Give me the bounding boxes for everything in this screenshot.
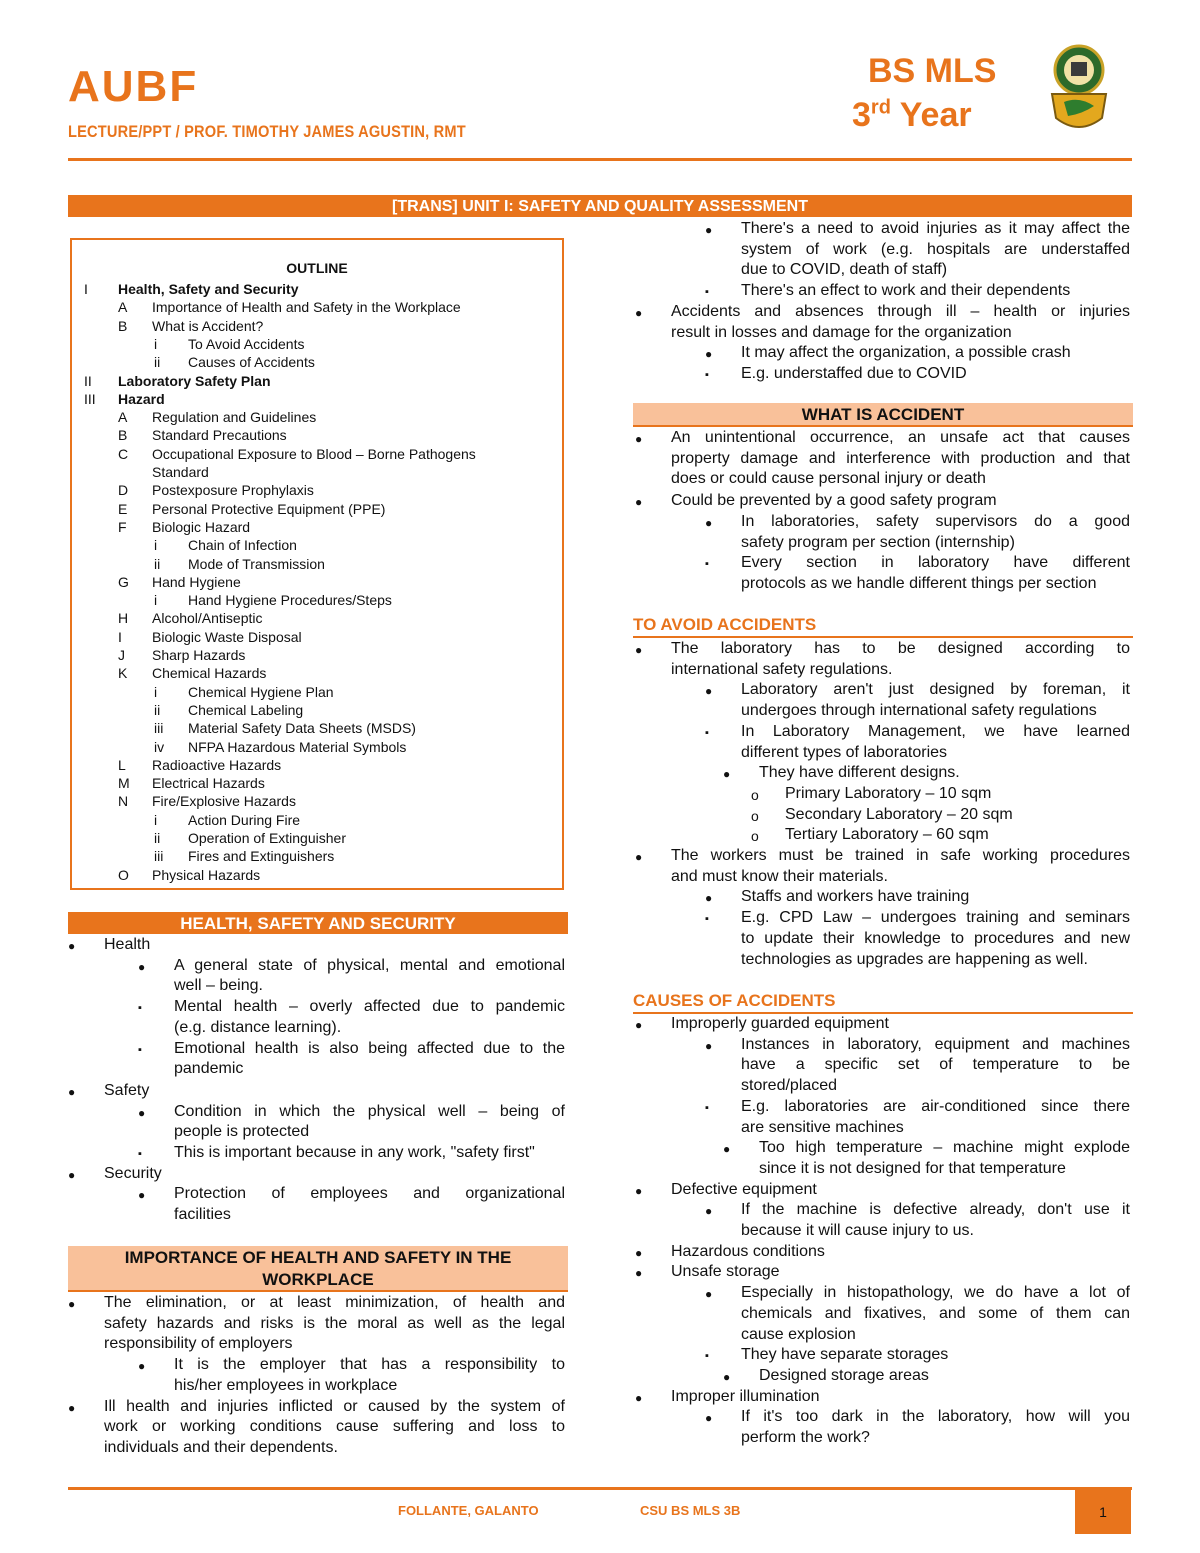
list-item-line: The laboratory has to be designed according to <box>671 640 1130 657</box>
list-item-line: This is important because in any work, "safety first" <box>174 1144 535 1161</box>
list-item-line: There's an effect to work and their dependents <box>741 282 1071 300</box>
outline-item-number: A <box>118 409 128 426</box>
lecture-info: LECTURE/PPT / PROF. TIMOTHY JAMES AGUSTIN, RMT <box>68 122 466 141</box>
bullet-icon: ● <box>705 1411 713 1426</box>
list-item-line: individuals and their dependents. <box>104 1438 338 1456</box>
outline-item-text: Sharp Hazards <box>152 647 246 663</box>
list-item-line: Protection of employees and organizational <box>174 1185 565 1203</box>
bullet-icon: ● <box>635 1245 643 1260</box>
bullet-icon: ● <box>68 1297 76 1311</box>
list-item-line: Laboratory aren't just designed by foreman, it <box>741 681 1130 699</box>
list-item-line: due to COVID, death of staff) <box>741 261 948 279</box>
list-item-line: Condition in which the physical well – being of <box>174 1102 565 1120</box>
outline-item-text: Action During Fire <box>188 811 301 828</box>
outline-item-text: Personal Protective Equipment (PPE) <box>152 500 386 517</box>
outline-item-number: M <box>118 775 130 792</box>
bullet-icon: ● <box>635 495 643 510</box>
circle-bullet-icon: o <box>751 828 759 845</box>
bullet-icon: ● <box>635 1390 643 1405</box>
outline-item-number: i <box>154 537 158 554</box>
list-item-line: result in losses and damage for the organization <box>671 323 1012 341</box>
list-item-line: It may affect the organization, a possible crash <box>741 344 1071 362</box>
list-item-line: Instances in laboratory, equipment and machines <box>741 1035 1130 1053</box>
list-item-line: There's a need to avoid injuries as it may affect the <box>741 220 1130 237</box>
square-bullet-icon: ▪ <box>138 1002 142 1015</box>
list-item-line: E.g. CPD Law – undergoes training and seminars <box>741 909 1130 927</box>
list-item-line: In Laboratory Management, we have learned <box>741 722 1130 740</box>
square-bullet-icon: ▪ <box>705 368 709 381</box>
bullet-icon: ● <box>68 1167 76 1182</box>
square-bullet-icon: ▪ <box>705 286 709 299</box>
outline-item-number: G <box>118 573 129 590</box>
outline-item-text: Postexposure Prophylaxis <box>152 482 314 499</box>
outline-item-number: F <box>118 518 127 535</box>
bullet-icon: ● <box>705 515 713 530</box>
outline-item-text: Chemical Labeling <box>188 701 304 718</box>
bullet-icon: ● <box>635 1266 643 1281</box>
list-item-line: protocols as we handle different things per section <box>741 574 1097 592</box>
list-item-line: Safety <box>104 1081 150 1099</box>
list-item-line: technologies as upgrades are happening as well. <box>741 950 1088 968</box>
outline-title: OUTLINE <box>286 260 348 276</box>
unit-banner: [TRANS] UNIT I: SAFETY AND QUALITY ASSESSMENT <box>68 195 1132 217</box>
outline-item-number: iii <box>154 848 164 865</box>
list-item-line: The workers must be trained in safe working procedures <box>671 847 1130 864</box>
bullet-icon: ● <box>723 1142 731 1157</box>
list-item-line: people is protected <box>174 1123 310 1141</box>
list-item-line: In laboratories, safety supervisors do a good <box>741 512 1130 530</box>
outline-item-text: Standard Precautions <box>152 427 287 444</box>
bullet-icon: ● <box>635 850 643 864</box>
program-name: BS MLS <box>868 52 997 90</box>
bullet-icon: ● <box>635 643 643 657</box>
outline-item-number: A <box>118 299 128 316</box>
square-bullet-icon: ▪ <box>705 558 709 571</box>
to-avoid-accidents-heading: TO AVOID ACCIDENTS <box>633 614 1133 638</box>
outline-item-number: i <box>154 811 158 828</box>
outline-item-text: NFPA Hazardous Material Symbols <box>188 738 407 755</box>
outline-item-number: H <box>118 610 129 627</box>
outline-item-text: Regulation and Guidelines <box>152 409 317 426</box>
outline-item-text: Health, Safety and Security <box>118 281 299 297</box>
list-item-line: Accidents and absences through ill – health or injuries <box>671 302 1130 320</box>
list-item-line: Improperly guarded equipment <box>671 1015 889 1032</box>
outline-item-number: II <box>84 372 92 389</box>
outline-item-number: I <box>118 628 122 645</box>
outline-item-number: B <box>118 317 128 334</box>
list-item-line: Designed storage areas <box>759 1366 929 1384</box>
list-item-line: Too high temperature – machine might explode <box>759 1139 1130 1157</box>
list-item-line: Primary Laboratory – 10 sqm <box>785 784 992 802</box>
square-bullet-icon: ▪ <box>705 1101 709 1114</box>
outline-item-text: Radioactive Hazards <box>152 756 282 773</box>
outline-item-text: Fires and Extinguishers <box>188 848 335 865</box>
list-item-line: The elimination, or at least minimization, of health and <box>104 1294 565 1311</box>
list-item-line: Could be prevented by a good safety program <box>671 492 997 510</box>
outline-item-number: D <box>118 482 129 499</box>
list-item-line: Hazardous conditions <box>671 1242 825 1260</box>
outline-item-text: Causes of Accidents <box>188 354 315 371</box>
bullet-icon: ● <box>138 1359 146 1374</box>
bullet-icon: ● <box>705 223 713 237</box>
university-seal-icon <box>1038 44 1120 136</box>
outline-item-text: Standard <box>152 464 209 480</box>
list-item-line: A general state of physical, mental and emotional <box>174 956 565 974</box>
outline-item-text: Laboratory Safety Plan <box>118 372 271 389</box>
list-item-line: Improper illumination <box>671 1387 820 1405</box>
list-item-line: (e.g. distance learning). <box>174 1018 342 1036</box>
list-item-line: have a specific set of temperature to be <box>741 1056 1130 1074</box>
footer-rule <box>68 1487 1132 1490</box>
bullet-icon: ● <box>635 1018 643 1032</box>
outline-item-number: i <box>154 592 158 609</box>
list-item-line: work or working conditions cause suffering and loss to <box>104 1418 565 1436</box>
list-item-line: are sensitive machines <box>741 1118 904 1136</box>
bullet-icon: ● <box>68 1084 76 1099</box>
bullet-icon: ● <box>705 1204 713 1219</box>
list-item-line: stored/placed <box>741 1077 838 1095</box>
outline-item-number: C <box>118 445 129 462</box>
health-safety-security-heading: HEALTH, SAFETY AND SECURITY <box>68 912 568 934</box>
list-item-line: does or could cause personal injury or death <box>671 470 986 488</box>
list-item-line: international safety regulations. <box>671 660 893 678</box>
outline-item-text: Chain of Infection <box>188 537 297 554</box>
bullet-icon: ● <box>723 1369 731 1384</box>
year-level: 3rd Year <box>852 96 972 134</box>
list-item-line: Every section in laboratory have different <box>741 554 1130 572</box>
outline-item-number: B <box>118 427 128 444</box>
list-item-line: his/her employees in workplace <box>174 1376 398 1394</box>
square-bullet-icon: ▪ <box>705 913 709 926</box>
list-item-line: different types of laboratories <box>741 743 948 761</box>
outline-item-number: III <box>84 390 96 407</box>
list-item-line: E.g. laboratories are air-conditioned since there <box>741 1097 1130 1115</box>
bullet-icon: ● <box>635 305 643 320</box>
outline-item-text: Biologic Waste Disposal <box>152 628 302 645</box>
outline-item-text: Hazard <box>118 390 165 407</box>
list-item-line: Mental health – overly affected due to pandemic <box>174 998 565 1016</box>
list-item-line: Health <box>104 936 151 953</box>
square-bullet-icon: ▪ <box>705 1350 709 1363</box>
list-item-line: E.g. understaffed due to COVID <box>741 364 967 382</box>
footer-authors: FOLLANTE, GALANTO <box>398 1503 539 1518</box>
outline-item-number: J <box>118 647 125 663</box>
circle-bullet-icon: o <box>751 786 759 803</box>
square-bullet-icon: ▪ <box>138 1043 142 1056</box>
outline-item-number: ii <box>154 555 161 572</box>
bullet-icon: ● <box>635 1183 643 1198</box>
list-item-line: because it will cause injury to us. <box>741 1222 974 1239</box>
outline-item-text: Electrical Hazards <box>152 775 265 792</box>
list-item-line: pandemic <box>174 1060 244 1078</box>
list-item-line: Ill health and injuries inflicted or caused by the system of <box>104 1397 565 1415</box>
outline-item-text: Importance of Health and Safety in the Workplace <box>152 299 461 316</box>
importance-heading: IMPORTANCE OF HEALTH AND SAFETY IN THE WORKPLACE <box>68 1246 568 1292</box>
list-item-line: Unsafe storage <box>671 1263 780 1281</box>
bullet-icon: ● <box>68 939 76 953</box>
outline-item-text: Mode of Transmission <box>188 555 325 572</box>
list-item-line: chemicals and fixatives, and some of them can <box>741 1304 1130 1322</box>
causes-of-accidents-heading: CAUSES OF ACCIDENTS <box>633 990 1133 1014</box>
outline-item-number: ii <box>154 354 161 371</box>
header-rule <box>68 158 1132 161</box>
list-item-line: perform the work? <box>741 1429 870 1446</box>
list-item-line: since it is not designed for that temperature <box>759 1159 1066 1177</box>
page-number: 1 <box>1075 1490 1131 1534</box>
list-item-line: It is the employer that has a responsibility to <box>174 1356 565 1374</box>
list-item-line: to update their knowledge to procedures and new <box>741 929 1130 947</box>
outline-item-number: ii <box>154 830 161 846</box>
outline-item-text: To Avoid Accidents <box>188 335 305 352</box>
footer-section: CSU BS MLS 3B <box>640 1503 741 1518</box>
list-item-line: well – being. <box>174 977 263 995</box>
outline-item-text: Occupational Exposure to Blood – Borne Pathogens <box>152 445 476 462</box>
outline-item-text: Operation of Extinguisher <box>188 830 346 846</box>
list-item-line: Emotional health is also being affected due to the <box>174 1039 565 1057</box>
outline-item-text: Chemical Hygiene Plan <box>188 683 334 700</box>
list-item-line: Security <box>104 1164 162 1182</box>
outline-item-text: What is Accident? <box>152 317 264 334</box>
square-bullet-icon: ▪ <box>705 726 709 739</box>
outline-item-text: Hand Hygiene Procedures/Steps <box>188 592 392 609</box>
list-item-line: responsibility of employers <box>104 1335 293 1353</box>
list-item-line: Especially in histopathology, we do have a lot of <box>741 1284 1130 1302</box>
list-item-line: Tertiary Laboratory – 60 sqm <box>785 826 989 844</box>
bullet-icon: ● <box>705 1038 713 1053</box>
bullet-icon: ● <box>138 1188 146 1203</box>
list-item-line: An unintentional occurrence, an unsafe act that causes <box>671 429 1130 446</box>
outline-item-text: Physical Hazards <box>152 866 261 883</box>
bullet-icon: ● <box>138 1105 146 1120</box>
square-bullet-icon: ▪ <box>138 1148 142 1160</box>
what-is-accident-heading: WHAT IS ACCIDENT <box>633 403 1133 427</box>
outline-box <box>70 238 564 890</box>
bullet-icon: ● <box>705 1287 713 1302</box>
bullet-icon: ● <box>705 347 713 362</box>
list-item-line: facilities <box>174 1206 231 1224</box>
list-item-line: They have separate storages <box>741 1346 949 1364</box>
outline-item-number: K <box>118 665 128 682</box>
list-item-line: system of work (e.g. hospitals are understaffed <box>741 240 1130 258</box>
list-item-line: safety program per section (internship) <box>741 533 1015 551</box>
list-item-line: undergoes through international safety regulations <box>741 702 1097 720</box>
list-item-line: and must know their materials. <box>671 867 888 885</box>
outline-item-text: Material Safety Data Sheets (MSDS) <box>188 720 416 737</box>
list-item-line: cause explosion <box>741 1325 856 1343</box>
outline-item-number: ii <box>154 701 161 718</box>
list-item-line: They have different designs. <box>759 764 960 782</box>
bullet-icon: ● <box>138 959 146 974</box>
outline-item-number: E <box>118 500 128 517</box>
outline-item-number: i <box>154 335 158 352</box>
list-item-line: If it's too dark in the laboratory, how will you <box>741 1408 1130 1426</box>
outline-item-text: Fire/Explosive Hazards <box>152 793 296 810</box>
outline-item-number: O <box>118 866 129 883</box>
school-name: AUBF <box>68 62 199 111</box>
list-item-line: Defective equipment <box>671 1180 817 1198</box>
outline-item-text: Hand Hygiene <box>152 573 241 590</box>
circle-bullet-icon: o <box>751 807 759 824</box>
bullet-icon: ● <box>635 432 643 446</box>
list-item-line: safety hazards and risks is the moral as well as the legal <box>104 1314 565 1332</box>
list-item-line: property damage and interference with production and that <box>671 449 1130 467</box>
list-item-line: Secondary Laboratory – 20 sqm <box>785 805 1013 823</box>
bullet-icon: ● <box>705 684 713 699</box>
outline-item-number: i <box>154 683 158 700</box>
outline-item-number: iv <box>154 738 165 755</box>
list-item-line: If the machine is defective already, don't use it <box>741 1201 1130 1219</box>
outline-item-text: Biologic Hazard <box>152 518 251 535</box>
outline-item-number: I <box>84 281 88 297</box>
bullet-icon: ● <box>723 767 731 782</box>
outline-item-number: iii <box>154 720 164 737</box>
outline-item-text: Chemical Hazards <box>152 665 267 682</box>
list-item-line: Staffs and workers have training <box>741 888 970 906</box>
outline-item-number: N <box>118 793 129 810</box>
bullet-icon: ● <box>68 1400 76 1415</box>
outline-item-text: Alcohol/Antiseptic <box>152 610 263 627</box>
bullet-icon: ● <box>705 891 713 906</box>
outline-item-number: L <box>118 756 126 773</box>
